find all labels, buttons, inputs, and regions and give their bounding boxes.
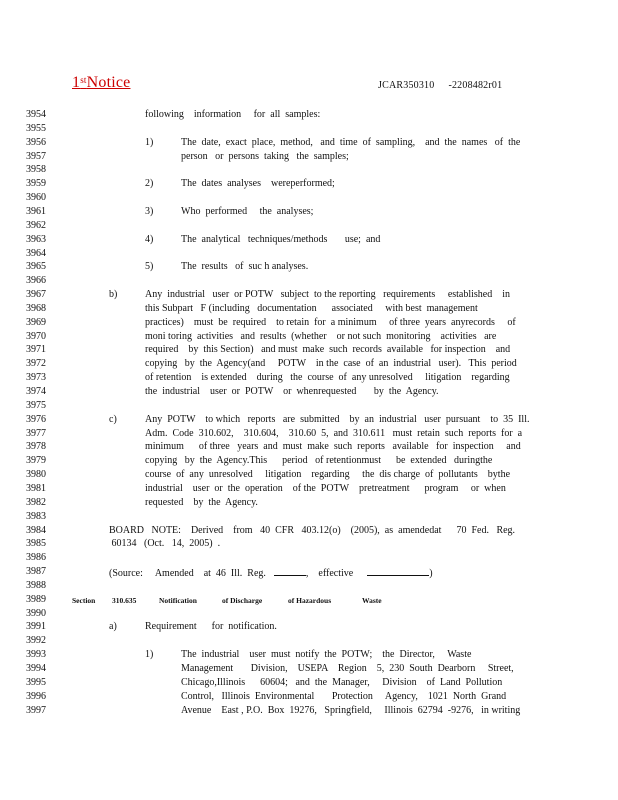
- line-number: 3963: [26, 233, 46, 245]
- line-number: 3988: [26, 579, 46, 591]
- line-body-text: industrial user or the operation of the POTW pretreatment program or when: [145, 482, 506, 494]
- line-number: 3962: [26, 219, 46, 231]
- line-body-text: copying by the Agency.This period of retentionmust be extended duringthe: [145, 455, 493, 467]
- section-heading-part: Notification: [159, 595, 197, 605]
- line-number: 3976: [26, 413, 46, 425]
- line-body-text: Any POTW to which reports are submitted by an industrial user pursuant to 35 Ill.: [145, 413, 530, 425]
- line-number: 3995: [26, 676, 46, 688]
- fill-in-blank: [367, 566, 429, 576]
- line-number: 3974: [26, 386, 46, 397]
- section-heading-part: Section: [72, 595, 96, 605]
- line-body-text: course of any unresolved litigation regarding the dis charge of pollutants bythe: [145, 469, 511, 481]
- line-body-text: Who performed the analyses;: [181, 205, 314, 217]
- line-text: 4): [145, 233, 154, 245]
- line-body-text: Chicago,Illinois 60604; and the Manager, Division of Land Pollution: [181, 676, 503, 688]
- line-body-text: the industrial user or POTW or whenrequested by the Agency.: [145, 386, 439, 397]
- line-body-text: required by this Section) and must make such records available for inspection and: [145, 344, 511, 356]
- line-text: b): [109, 289, 118, 301]
- line-text: BOARD NOTE: Derived from 40 CFR 403.12(o) (2005), as amendedat 70 Fed. Reg.: [109, 524, 516, 536]
- line-number: 3984: [26, 524, 46, 536]
- line-number: 3977: [26, 427, 46, 439]
- line-body-text: this Subpart F (including documentation associated with best management: [145, 302, 478, 314]
- line-number: 3992: [26, 635, 46, 647]
- line-body-text: Control, Illinois Environmental Protection Agency, 1021 North Grand: [181, 690, 507, 702]
- line-number: 3964: [26, 247, 46, 259]
- line-text: (Source: Amended at 46 Ill. Reg. , effective ): [109, 568, 433, 580]
- section-heading-part: 310.635: [112, 595, 137, 605]
- line-number: 3959: [26, 178, 46, 190]
- line-body-text: The dates analyses wereperformed;: [181, 178, 335, 190]
- line-number: 3980: [26, 469, 46, 481]
- line-body-text: The analytical techniques/methods use; and: [181, 233, 381, 245]
- line-number: 3972: [26, 358, 46, 370]
- line-body-text: minimum of three years and must make such reports available for inspection and: [145, 441, 521, 453]
- notice-label: 1stNotice: [72, 74, 131, 91]
- line-number: 3982: [26, 496, 46, 508]
- line-text: 60134 (Oct. 14, 2005) .: [109, 538, 221, 550]
- line-number: 3971: [26, 344, 46, 356]
- document-id: JCAR350310 -2208482r01: [378, 80, 503, 91]
- line-body-text: person or persons taking the samples;: [181, 150, 349, 162]
- line-number: 3965: [26, 261, 46, 273]
- line-number: 3981: [26, 482, 46, 494]
- line-number: 3970: [26, 330, 46, 342]
- line-number: 3969: [26, 316, 46, 328]
- line-body-text: of retention is extended during the course of any unresolved litigation regarding: [145, 372, 510, 384]
- line-number: 3961: [26, 205, 46, 217]
- line-number: 3994: [26, 663, 46, 674]
- line-text: 2): [145, 178, 154, 190]
- section-heading-part: of Discharge: [222, 595, 263, 605]
- line-number: 3986: [26, 552, 46, 564]
- line-body-text: requested by the Agency.: [145, 496, 258, 508]
- line-text: following information for all samples:: [145, 109, 321, 120]
- line-body-text: The results of suc h analyses.: [181, 261, 309, 273]
- fill-in-blank: [274, 566, 306, 576]
- line-body-text: Any industrial user or POTW subject to the reporting requirements established in: [145, 289, 511, 301]
- line-number: 3993: [26, 649, 46, 661]
- line-text: 3): [145, 205, 154, 217]
- line-body-text: The date, exact place, method, and time of sampling, and the names of the: [181, 136, 521, 148]
- line-number: 3975: [26, 399, 46, 411]
- line-number: 3983: [26, 510, 46, 522]
- line-number: 3955: [26, 122, 46, 134]
- line-body-text: Requirement for notification.: [145, 621, 277, 633]
- line-number: 3960: [26, 192, 46, 204]
- line-body-text: Management Division, USEPA Region 5, 230 South Dearborn Street,: [181, 663, 514, 674]
- line-body-text: moni toring activities and results (whether or not such monitoring activities are: [145, 330, 497, 342]
- line-number: 3990: [26, 607, 46, 619]
- line-number: 3991: [26, 621, 46, 633]
- line-number: 3967: [26, 289, 46, 301]
- line-number: 3958: [26, 164, 46, 176]
- line-body-text: copying by the Agency(and POTW in the case of an industrial user). This period: [145, 358, 517, 370]
- line-number: 3979: [26, 455, 46, 467]
- line-number: 3966: [26, 275, 46, 287]
- section-heading-part: Waste: [362, 595, 382, 605]
- line-number: 3973: [26, 372, 46, 384]
- line-body-text: Avenue East , P.O. Box 19276, Springfield, Illinois 62794 -9276, in writing: [181, 704, 521, 716]
- line-number: 3978: [26, 441, 46, 453]
- line-number: 3957: [26, 150, 46, 162]
- line-text: a): [109, 621, 117, 633]
- line-number: 3985: [26, 538, 46, 550]
- line-number: 3956: [26, 136, 46, 148]
- line-body-text: practices) must be required to retain for a minimum of three years anyrecords of: [145, 316, 516, 328]
- line-body-text: Adm. Code 310.602, 310.604, 310.60 5, and 310.611 must retain such reports for a: [145, 427, 523, 439]
- line-body-text: The industrial user must notify the POTW; the Director, Waste: [181, 649, 472, 661]
- section-heading-part: of Hazardous: [288, 595, 332, 605]
- line-number: 3997: [26, 704, 46, 716]
- line-text: 1): [145, 649, 154, 661]
- line-text: 5): [145, 261, 154, 273]
- line-number: 3989: [26, 593, 46, 605]
- line-number: 3968: [26, 302, 46, 314]
- line-text: 1): [145, 136, 154, 148]
- line-number: 3996: [26, 690, 46, 702]
- line-text: c): [109, 413, 117, 425]
- line-number: 3954: [26, 109, 46, 120]
- line-number: 3987: [26, 566, 46, 578]
